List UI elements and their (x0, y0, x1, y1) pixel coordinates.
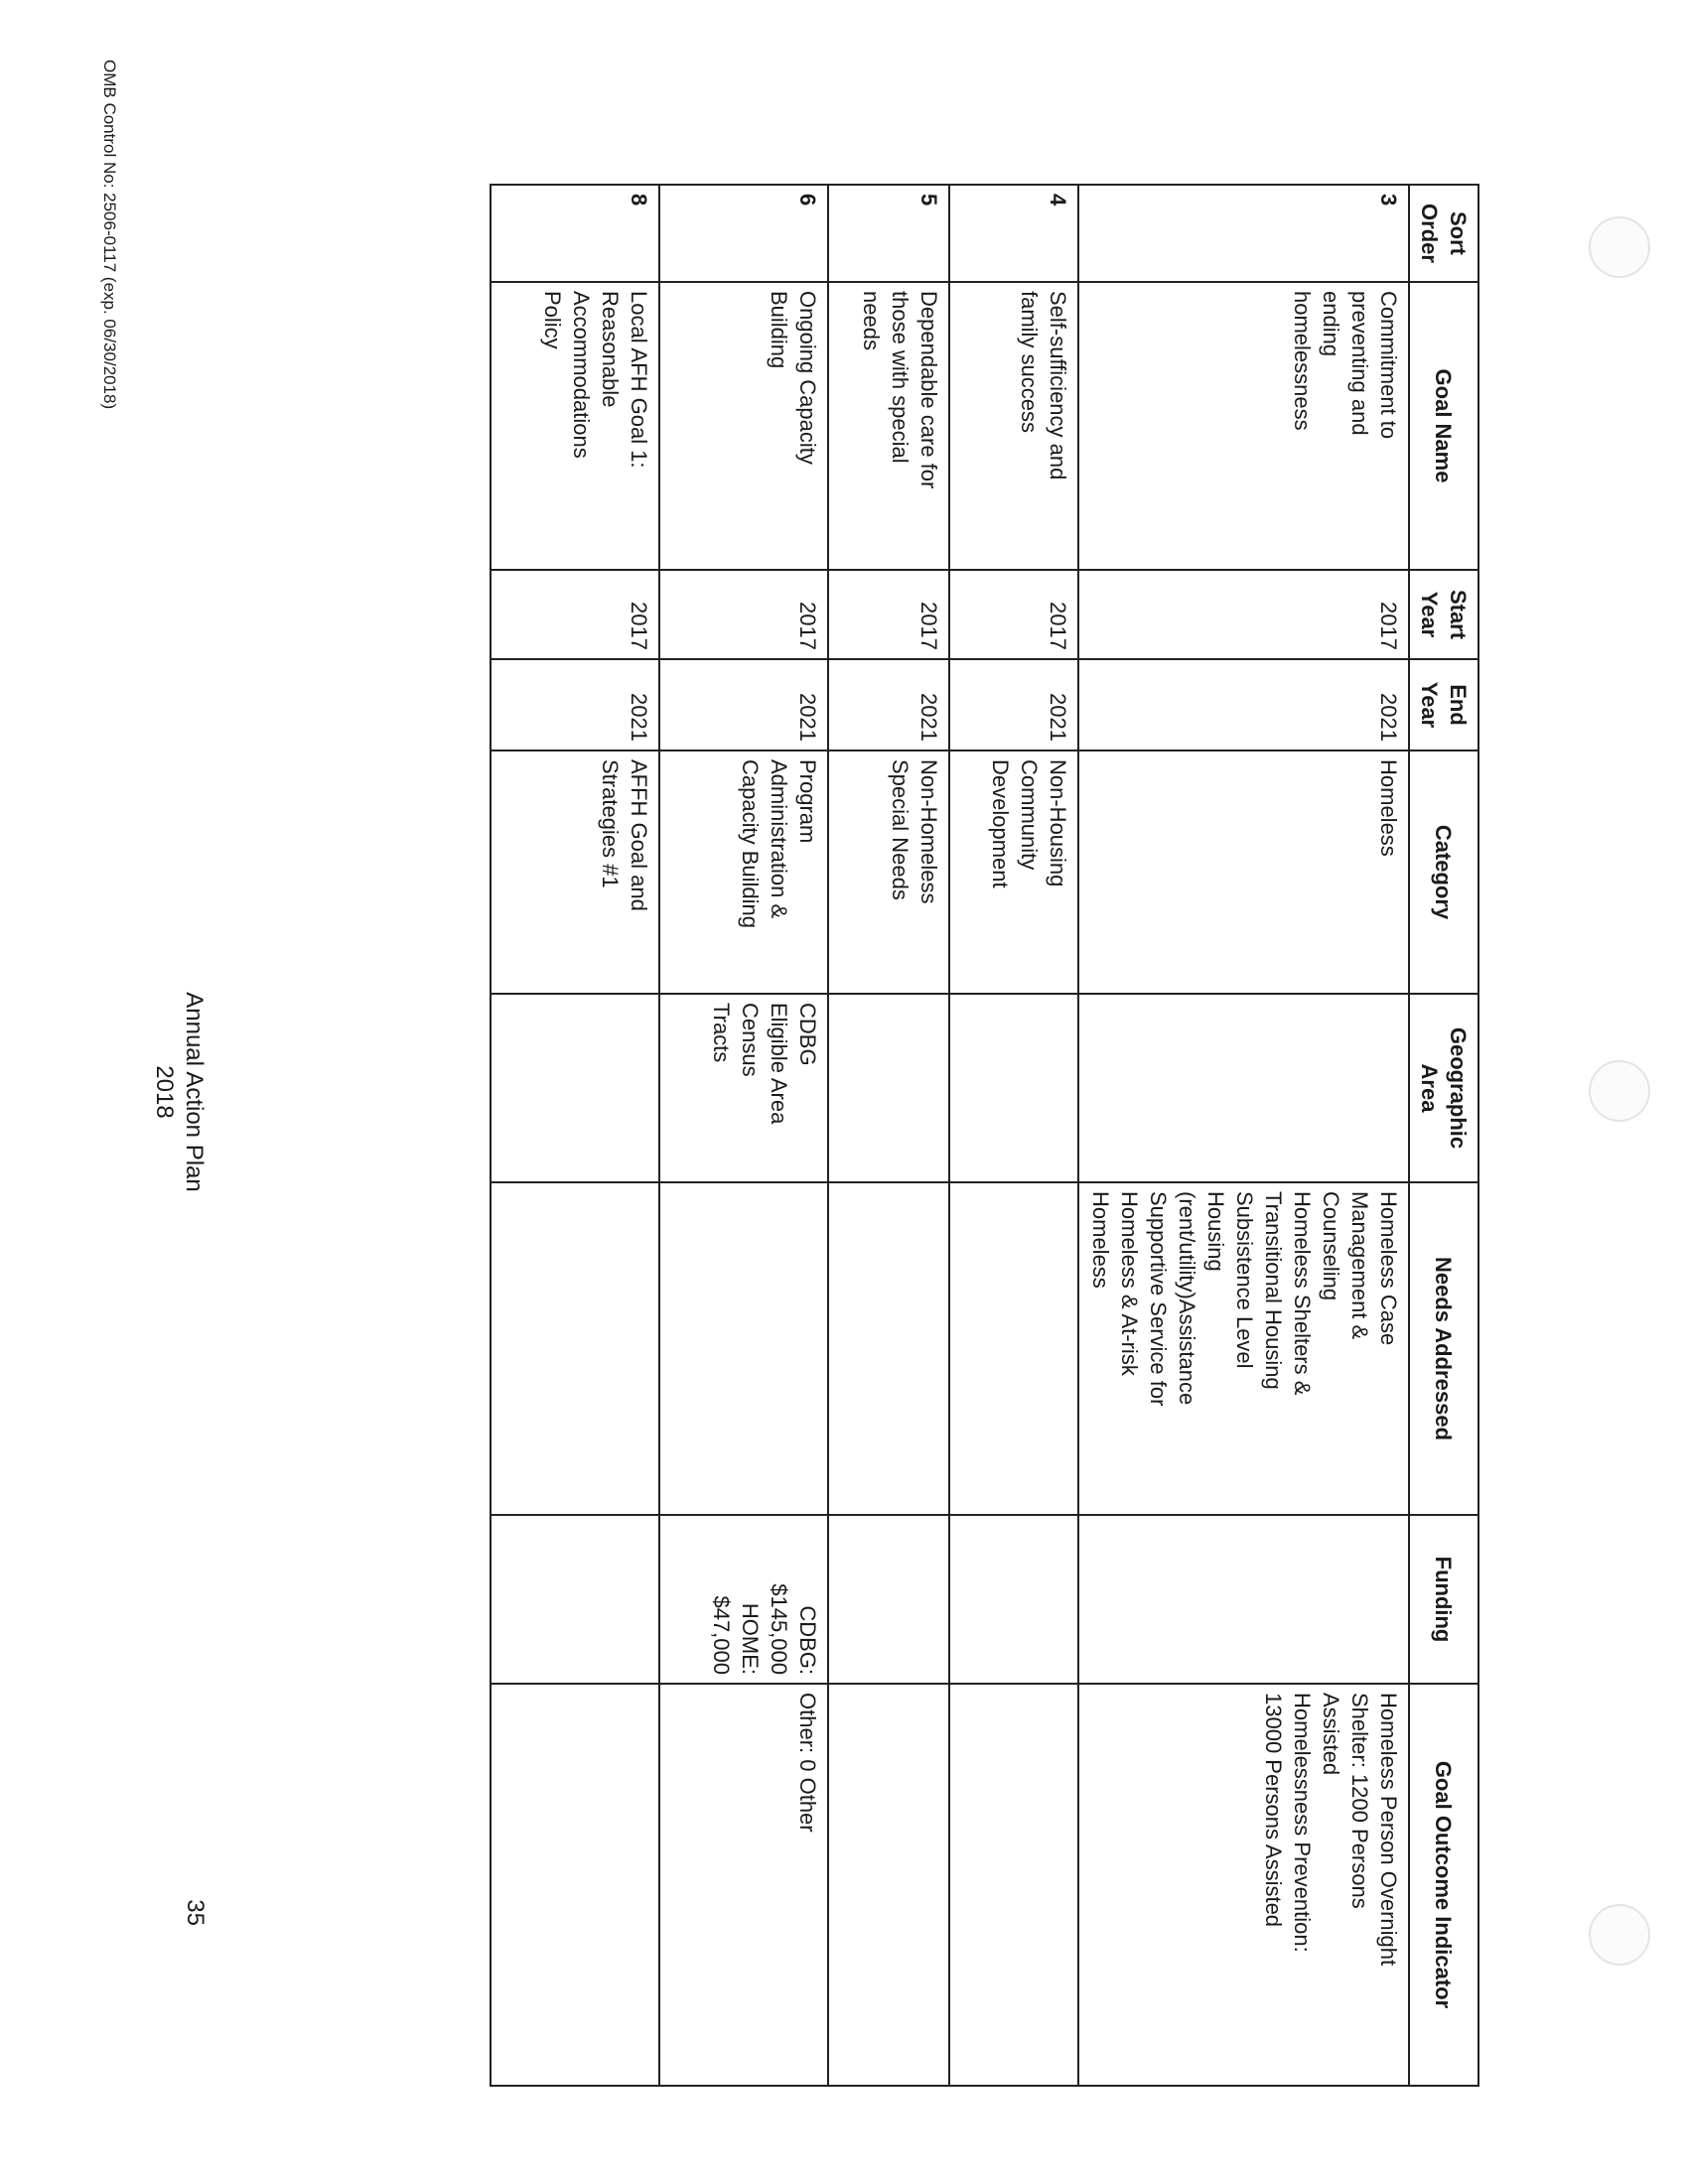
cell-geographic-area: CDBG Eligible Area Census Tracts (659, 994, 828, 1182)
header-end-year: End Year (1409, 659, 1478, 751)
cell-geographic-area (1078, 994, 1409, 1182)
table-row (491, 185, 659, 2086)
cell-goal-name: Commitment to preventing and ending homelessness (1078, 282, 1409, 570)
cell-sort-order: 6 (659, 185, 828, 282)
cell-geographic-area (491, 994, 659, 1182)
omb-control-number: OMB Control No: 2506-0117 (exp. 06/30/2018) (100, 60, 119, 410)
cell-geographic-area (949, 994, 1078, 1182)
cell-funding (1078, 1515, 1409, 1684)
cell-funding (828, 1515, 949, 1684)
cell-start-year: 2017 (949, 570, 1078, 659)
cell-needs-addressed (659, 1182, 828, 1515)
cell-needs-addressed (828, 1182, 949, 1515)
cell-funding: CDBG: $145,000 HOME: $47,000 (659, 1515, 828, 1684)
cell-start-year: 2017 (491, 570, 659, 659)
cell-goal-outcome (491, 1684, 659, 2086)
cell-sort-order: 5 (828, 185, 949, 282)
cell-start-year: 2017 (659, 570, 828, 659)
table-row (828, 185, 949, 2086)
cell-sort-order: 4 (949, 185, 1078, 282)
header-needs-addressed: Needs Addressed (1409, 1182, 1478, 1515)
header-funding: Funding (1409, 1515, 1478, 1684)
goals-table (490, 184, 1479, 2087)
cell-sort-order: 3 (1078, 185, 1409, 282)
cell-needs-addressed (949, 1182, 1078, 1515)
cell-goal-outcome (828, 1684, 949, 2086)
header-sort-order: Sort Order (1409, 185, 1478, 282)
footer-title: Annual Action Plan (181, 992, 208, 1192)
header-row (1409, 185, 1478, 2086)
table-row (659, 185, 828, 2086)
cell-goal-outcome (949, 1684, 1078, 2086)
cell-needs-addressed (491, 1182, 659, 1515)
header-goal-name: Goal Name (1409, 282, 1478, 570)
cell-end-year: 2021 (949, 659, 1078, 751)
header-start-year: Start Year (1409, 570, 1478, 659)
cell-category: Non-Housing Community Development (949, 751, 1078, 994)
cell-goal-outcome: Homeless Person Overnight Shelter: 1200 Persons Assisted Homelessness Prevention: 13000 Persons Assisted (1078, 1684, 1409, 2086)
footer-year: 2018 (151, 1065, 178, 1119)
cell-funding (949, 1515, 1078, 1684)
cell-sort-order: 8 (491, 185, 659, 282)
table-row (1078, 185, 1409, 2086)
cell-end-year: 2021 (491, 659, 659, 751)
footer-title-block (149, 0, 209, 2184)
cell-goal-name: Ongoing Capacity Building (659, 282, 828, 570)
header-category: Category (1409, 751, 1478, 994)
cell-end-year: 2021 (828, 659, 949, 751)
cell-funding (491, 1515, 659, 1684)
cell-needs-addressed: Homeless Case Management & Counseling Homeless Shelters & Transitional Housing Subsistence Level Housing (rent/utility)Assistance Supportive Service for Homeless & At-risk Homeless (1078, 1182, 1409, 1515)
cell-goal-outcome: Other: 0 Other (659, 1684, 828, 2086)
header-geographic-area: Geographic Area (1409, 994, 1478, 1182)
cell-goal-name: Self-sufficiency and family success (949, 282, 1078, 570)
cell-goal-name: Dependable care for those with special needs (828, 282, 949, 570)
cell-category: AFFH Goal and Strategies #1 (491, 751, 659, 994)
header-goal-outcome-indicator: Goal Outcome Indicator (1409, 1684, 1478, 2086)
table-row (949, 185, 1078, 2086)
cell-end-year: 2021 (1078, 659, 1409, 751)
cell-category: Homeless (1078, 751, 1409, 994)
cell-geographic-area (828, 994, 949, 1182)
cell-goal-name: Local AFH Goal 1: Reasonable Accommodations Policy (491, 282, 659, 570)
cell-end-year: 2021 (659, 659, 828, 751)
cell-start-year: 2017 (1078, 570, 1409, 659)
cell-start-year: 2017 (828, 570, 949, 659)
page-number: 35 (182, 1899, 209, 1926)
cell-category: Non-Homeless Special Needs (828, 751, 949, 994)
cell-category: Program Administration & Capacity Building (659, 751, 828, 994)
